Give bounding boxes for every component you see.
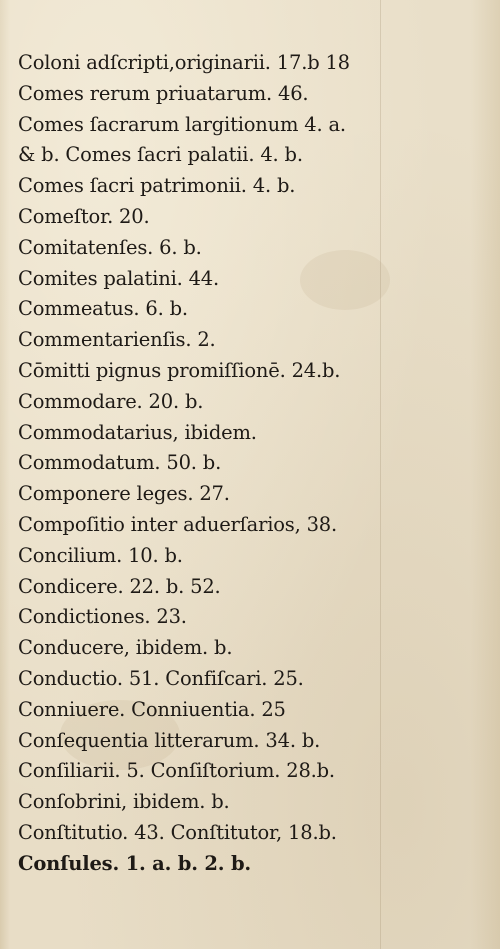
- index-entry: Comeſtor. 20.: [18, 204, 150, 228]
- index-entry: Compoſitio inter aduerſarios, 38.: [18, 512, 338, 536]
- index-entry: Comes ſacrarum largitionum 4. a.: [18, 112, 346, 136]
- index-entry: Conſequentia litterarum. 34. b.: [18, 728, 321, 752]
- index-entry: Condictiones. 23.: [18, 605, 187, 629]
- index-entry: Commodatarius, ibidem.: [18, 420, 257, 444]
- index-entry: Comitatenſes. 6. b.: [18, 235, 202, 259]
- index-entry: Comes rerum priuatarum. 46.: [18, 81, 309, 105]
- index-entry: Coloni adſcripti,originarii. 17.b 18: [18, 51, 350, 74]
- index-entry: Conſobrini, ibidem. b.: [18, 790, 230, 814]
- index-entry: Cōmitti pignus promiſſionē. 24.b.: [18, 358, 341, 382]
- index-entry: Comes ſacri patrimonii. 4. b.: [18, 174, 296, 198]
- index-list: [18, 48, 488, 880]
- index-entry: Commodare. 20. b.: [18, 389, 204, 413]
- index-entry: Commentarienſis. 2.: [18, 328, 216, 352]
- index-entry: Concilium. 10. b.: [18, 543, 183, 567]
- index-entry: Conductio. 51. Confiſcari. 25.: [18, 666, 304, 690]
- index-entry: Conſules. 1. a. b. 2. b.: [18, 851, 251, 875]
- index-entry: Commodatum. 50. b.: [18, 451, 222, 475]
- index-entry: Commeatus. 6. b.: [18, 297, 188, 321]
- index-entry: Conſtitutio. 43. Conſtitutor, 18.b.: [18, 820, 337, 844]
- index-entry: & b. Comes ſacri palatii. 4. b.: [18, 143, 303, 167]
- index-entry: Conducere, ibidem. b.: [18, 636, 233, 660]
- index-entry: Componere leges. 27.: [18, 482, 230, 506]
- index-entry: Conniuere. Conniuentia. 25: [18, 697, 286, 721]
- index-entry: Condicere. 22. b. 52.: [18, 574, 221, 598]
- index-entry: Conſiliarii. 5. Conſiſtorium. 28.b.: [18, 759, 335, 783]
- index-entry: Comites palatini. 44.: [18, 266, 220, 290]
